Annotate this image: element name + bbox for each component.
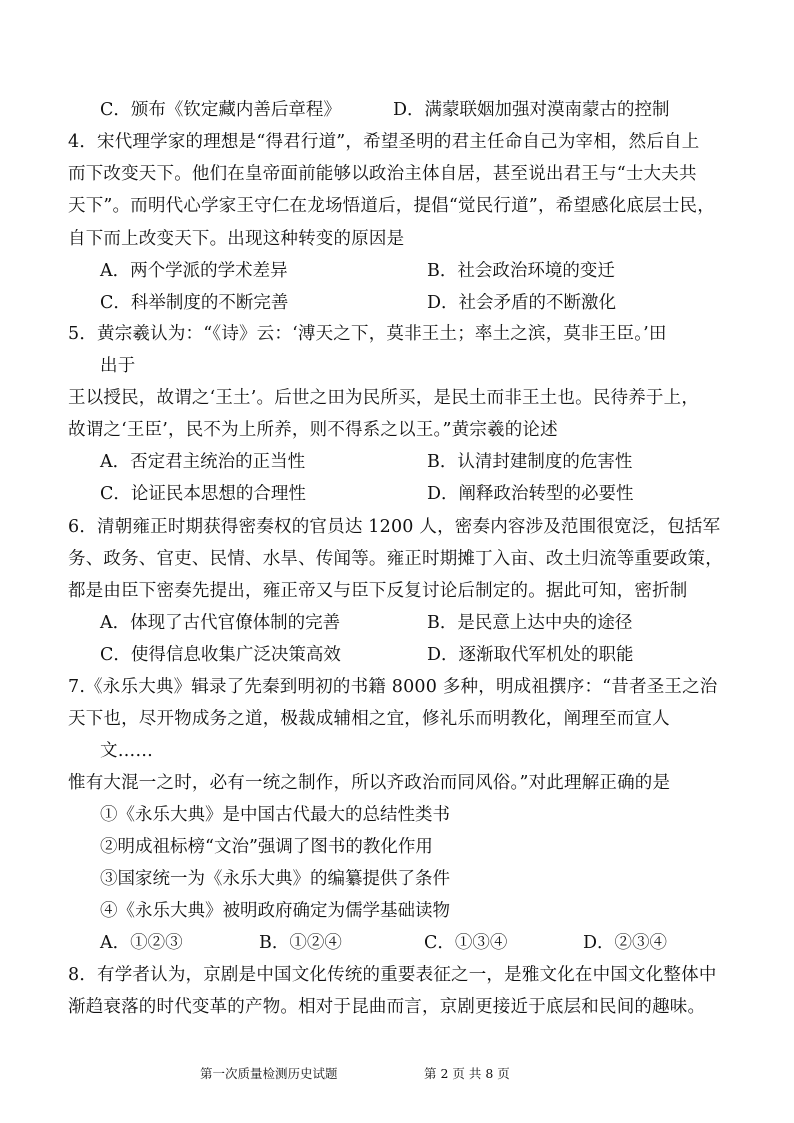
q4-option-c: C．科举制度的不断完善: [100, 293, 289, 313]
q4-stem-line: 4．宋代理学家的理想是“得君行道”，希望圣明的君主任命自己为宰相，然后自上: [68, 132, 700, 152]
q6-stem-line: 6．清朝雍正时期获得密奏权的官员达 1200 人，密奏内容涉及范围很宽泛，包括军: [68, 517, 721, 537]
q4-stem-line: 自下而上改变天下。出现这种转变的原因是: [68, 229, 405, 249]
q7-stem-line: 惟有大混一之时，必有一统之制作，所以齐政治而同风俗。”对此理解正确的是: [68, 773, 671, 793]
q7-stem-line: 7.《永乐大典》辑录了先秦到明初的书籍 8000 多种，明成祖撰序：“昔者圣王之治: [68, 677, 718, 697]
q6-option-c: C．使得信息收集广泛决策高效: [100, 645, 341, 665]
q7-stem-line: 文……: [100, 741, 154, 761]
q5-option-c: C．论证民本思想的合理性: [100, 484, 306, 504]
q4-option-a: A．两个学派的学术差异: [100, 261, 288, 281]
q6-option-a: A．体现了古代官僚体制的完善: [100, 613, 341, 633]
footer-exam-title: 第一次质量检测历史试题: [200, 1066, 338, 1081]
q4-option-d: D．社会矛盾的不断激化: [427, 293, 617, 313]
q4-option-b: B．社会政治环境的变迁: [427, 261, 615, 281]
q4-stem-line: 而下改变天下。他们在皇帝面前能够以政治主体自居，甚至说出君王与“士大夫共: [68, 164, 697, 184]
q7-option-c: C．①③④: [424, 933, 508, 953]
q8-stem-line: 渐趋衰落的时代变革的产物。相对于昆曲而言，京剧更接近于底层和民间的趣味。: [68, 997, 706, 1017]
q3-option-c: C．颁布《钦定藏内善后章程》: [100, 100, 341, 120]
q4-stem-line: 天下”。而明代心学家王守仁在龙场悟道后，提倡“觉民行道”，希望感化底层士民，: [68, 196, 715, 216]
q7-statement: ③国家统一为《永乐大典》的编纂提供了条件: [100, 869, 450, 889]
q7-option-a: A．①②③: [100, 933, 183, 953]
q6-stem-line: 务、政务、官吏、民情、水旱、传闻等。雍正时期摊丁入亩、改土归流等重要政策，: [68, 549, 723, 569]
footer-page-number: 第 2 页 共 8 页: [424, 1066, 510, 1081]
q7-stem-line: 天下也，尽开物成务之道，极裁成辅相之宜，修礼乐而明教化，阐理至而宣人: [68, 709, 670, 729]
q5-option-a: A．否定君主统治的正当性: [100, 452, 306, 472]
q7-statement: ①《永乐大典》是中国古代最大的总结性类书: [100, 805, 450, 825]
q5-stem-line: 5．黄宗羲认为：“《诗》云：‘溥天之下，莫非王土；率土之滨，莫非王臣。’田: [68, 324, 667, 344]
q7-statement: ②明成祖标榜“文治”强调了图书的教化作用: [100, 837, 433, 857]
q7-option-d: D．②③④: [583, 933, 668, 953]
q5-stem-line: 出于: [100, 356, 136, 376]
q7-option-b: B．①②④: [259, 933, 342, 953]
q8-stem-line: 8．有学者认为，京剧是中国文化传统的重要表征之一，是雅文化在中国文化整体中: [68, 965, 717, 985]
q5-stem-line: 故谓之‘王臣’，民不为上所养，则不得系之以王。”黄宗羲的论述: [68, 420, 558, 440]
q3-option-d: D．满蒙联姻加强对漠南蒙古的控制: [393, 100, 670, 120]
q6-option-d: D．逐渐取代军机处的职能: [427, 645, 634, 665]
q5-stem-line: 王以授民，故谓之‘王土’。后世之田为民所买，是民土而非王土也。民待养于上，: [68, 388, 700, 408]
q5-option-b: B．认清封建制度的危害性: [427, 452, 633, 472]
q6-option-b: B．是民意上达中央的途径: [427, 613, 633, 633]
q6-stem-line: 都是由臣下密奏先提出，雍正帝又与臣下反复讨论后制定的。据此可知，密折制: [68, 581, 688, 601]
q5-option-d: D．阐释政治转型的必要性: [427, 484, 634, 504]
q7-statement: ④《永乐大典》被明政府确定为儒学基础读物: [100, 901, 450, 921]
